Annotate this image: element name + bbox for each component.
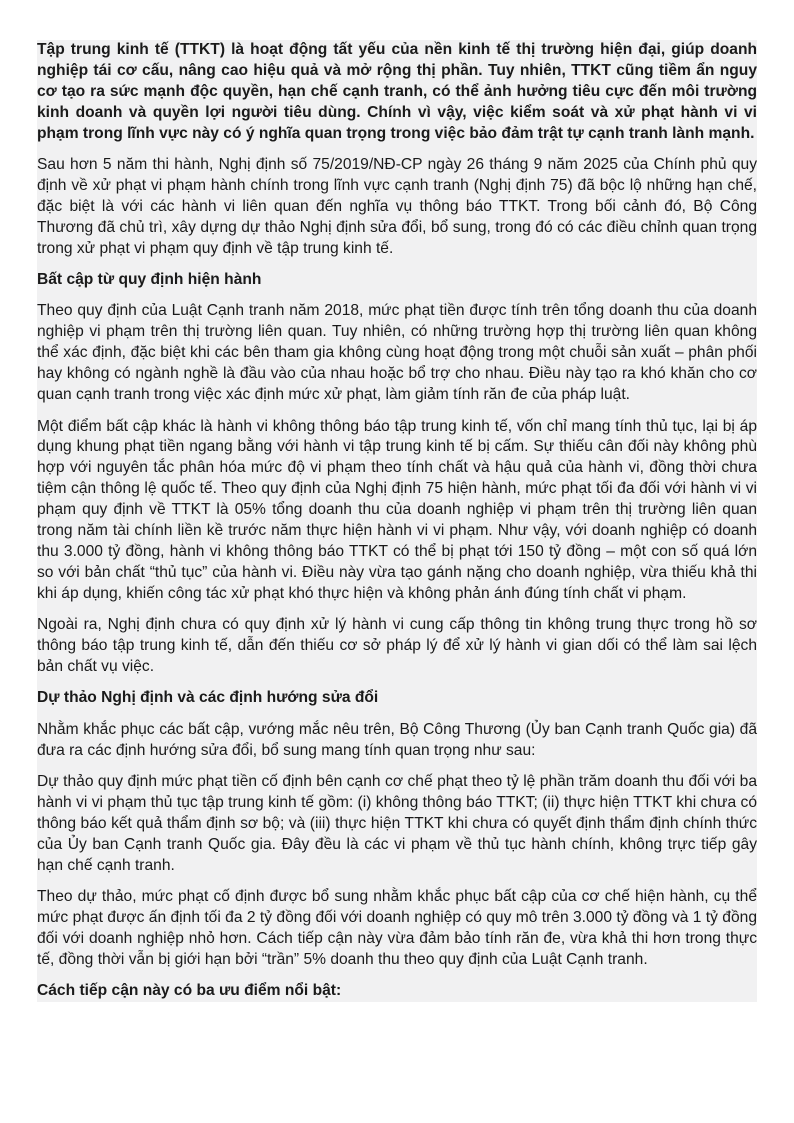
paragraph: Một điểm bất cập khác là hành vi không thông báo tập trung kinh tế, vốn chỉ mang tính thủ tục, lại bị áp dụng khung phạt tiền ngang bằng với hành vi tập trung kinh tế bị cấm. Sự thiếu cân đối này không phù hợp với nguyên tắc phân hóa mức độ vi phạm theo tính chất và hậu quả của hành vi, đồng thời chưa tiệm cận thông lệ quốc tế. Theo quy định của Nghị định 75 hiện hành, mức phạt tối đa đối với hành vi vi phạm quy định về TTKT là 05% tổng doanh thu của doanh nghiệp vi phạm trên thị trường liên quan trong năm tài chính liền kề trước năm thực hiện hành vi vi phạm. Như vậy, với doanh nghiệp có doanh thu 3.000 tỷ đồng, hành vi không thông báo TTKT có thể bị phạt tới 150 tỷ đồng – một con số quá lớn so với bản chất “thủ tục” của hành vi. Điều này vừa tạo gánh nặng cho doanh nghiệp, vừa thiếu khả thi khi áp dụng, khiến công tác xử phạt khó thực hiện và không phản ánh đúng tính chất vi phạm. [37,417,757,602]
paragraph: Theo dự thảo, mức phạt cố định được bổ sung nhằm khắc phục bất cập của cơ chế hiện hành, cụ thể mức phạt được ấn định tối đa 2 tỷ đồng đối với doanh nghiệp có quy mô trên 3.000 tỷ đồng và 1 tỷ đồng đối với doanh nghiệp nhỏ hơn. Cách tiếp cận này vừa đảm bảo tính răn đe, vừa khả thi hơn trong thực tế, đồng thời vẫn bị giới hạn bởi “trần” 5% doanh thu theo quy định của Luật Cạnh tranh. [37,888,757,968]
section-heading: Dự thảo Nghị định và các định hướng sửa đổi [37,689,379,707]
paragraph: Sau hơn 5 năm thi hành, Nghị định số 75/2019/NĐ-CP ngày 26 tháng 9 năm 2025 của Chính phủ quy định về xử phạt vi phạm hành chính trong lĩnh vực cạnh tranh (Nghị định 75) đã bộc lộ những hạn chế, đặc biệt là với các hành vi liên quan đến nghĩa vụ thông báo TTKT. Trong bối cảnh đó, Bộ Công Thương đã chủ trì, xây dựng dự thảo Nghị định sửa đổi, bổ sung, trong đó có các điều chỉnh quan trọng trong xử phạt vi phạm quy định về tập trung kinh tế. [37,156,757,257]
paragraph: Ngoài ra, Nghị định chưa có quy định xử lý hành vi cung cấp thông tin không trung thực trong hồ sơ thông báo tập trung kinh tế, dẫn đến thiếu cơ sở pháp lý để xử lý hành vi gian dối có thể làm sai lệch bản chất vụ việc. [37,616,757,675]
article-body [37,40,757,1002]
paragraph: Nhằm khắc phục các bất cập, vướng mắc nêu trên, Bộ Công Thương (Ủy ban Cạnh tranh Quốc gia) đã đưa ra các định hướng sửa đổi, bổ sung mang tính quan trọng như sau: [37,720,757,759]
paragraph: Dự thảo quy định mức phạt tiền cố định bên cạnh cơ chế phạt theo tỷ lệ phần trăm doanh thu đối với ba hành vi vi phạm thủ tục tập trung kinh tế gồm: (i) không thông báo TTKT; (ii) thực hiện TTKT khi chưa có thông báo kết quả thẩm định sơ bộ; và (iii) thực hiện TTKT khi chưa có quyết định thẩm định chính thức của Ủy ban Cạnh tranh Quốc gia. Đây đều là các vi phạm về thủ tục hành chính, không trực tiếp gây hạn chế cạnh tranh. [37,773,757,874]
paragraph: Theo quy định của Luật Cạnh tranh năm 2018, mức phạt tiền được tính trên tổng doanh thu của doanh nghiệp vi phạm trên thị trường liên quan. Tuy nhiên, có những trường hợp thị trường liên quan không thể xác định, đặc biệt khi các bên tham gia không cùng hoạt động trong một chuỗi sản xuất – phân phối hay không có ngành nghề là đầu vào của nhau hoặc bổ trợ cho nhau. Điều này tạo ra khó khăn cho cơ quan cạnh tranh trong việc xác định mức xử phạt, làm giảm tính răn đe của pháp luật. [37,302,757,404]
section-heading: Cách tiếp cận này có ba ưu điểm nổi bật: [37,982,342,1000]
section-heading: Bất cập từ quy định hiện hành [37,271,262,289]
paragraph: Tập trung kinh tế (TTKT) là hoạt động tất yếu của nền kinh tế thị trường hiện đại, giúp doanh nghiệp tái cơ cấu, nâng cao hiệu quả và mở rộng thị phần. Tuy nhiên, TTKT cũng tiềm ẩn nguy cơ tạo ra sức mạnh độc quyền, hạn chế cạnh tranh, có thể ảnh hưởng tiêu cực đến môi trường kinh doanh và quyền lợi người tiêu dùng. Chính vì vậy, việc kiểm soát và xử phạt hành vi vi phạm trong lĩnh vực này có ý nghĩa quan trọng trong việc bảo đảm trật tự cạnh tranh lành mạnh. [37,41,757,142]
